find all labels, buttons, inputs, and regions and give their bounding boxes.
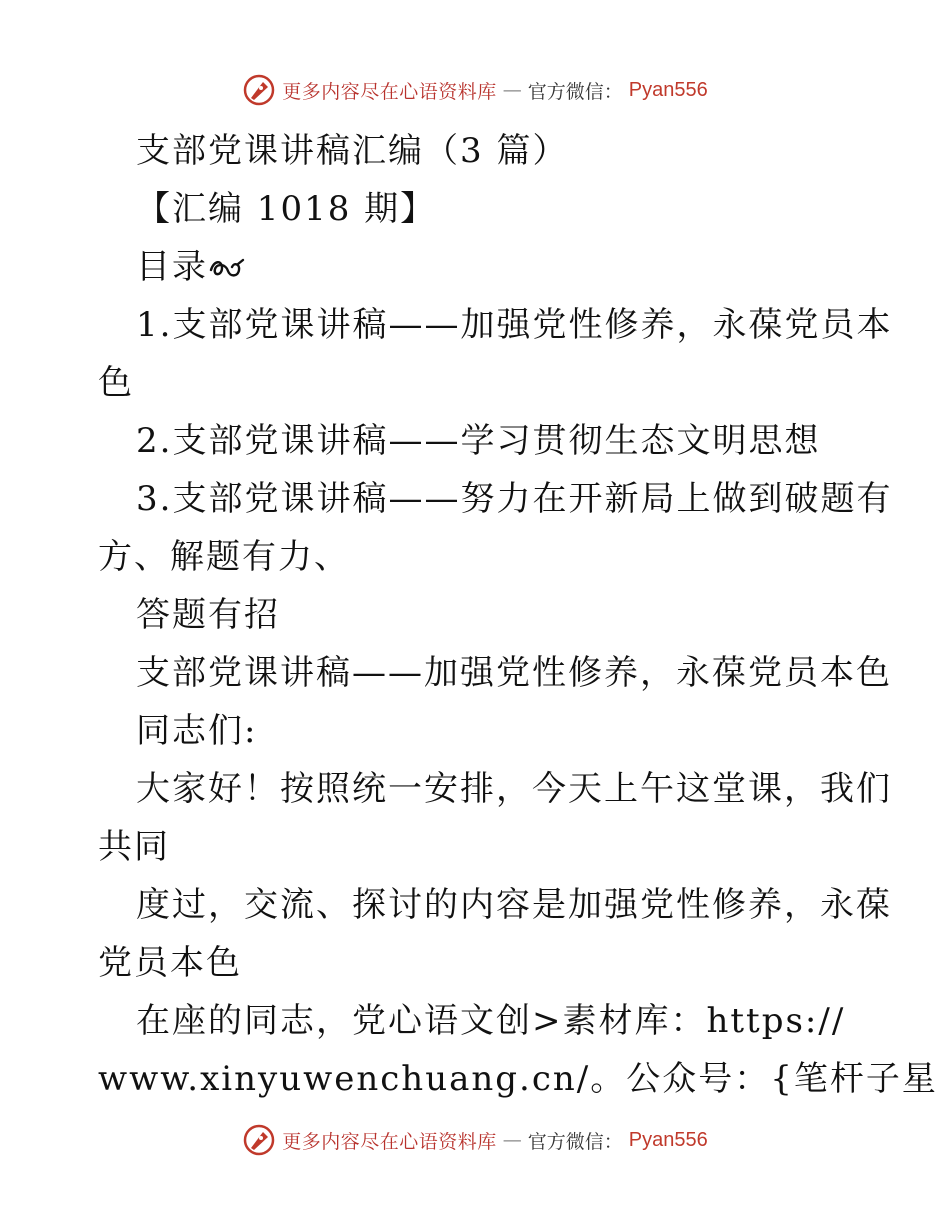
swirl-flourish-icon	[208, 256, 246, 280]
document-line-text: 共同	[98, 827, 170, 867]
document-line-text: 色	[98, 363, 134, 403]
footer-banner	[0, 1120, 950, 1160]
footer-wechat-label: 官方微信：	[527, 1130, 623, 1153]
document-line	[98, 760, 892, 818]
document-line	[98, 238, 858, 296]
document-line-text: 【汇编 1018 期】	[136, 189, 437, 229]
document-body	[98, 122, 938, 1108]
document-line	[98, 818, 858, 876]
document-line	[98, 122, 858, 180]
header-banner-separator: —	[502, 79, 522, 101]
document-line	[98, 934, 858, 992]
document-line	[98, 470, 893, 528]
header-banner-text: 更多内容尽在心语资料库	[282, 80, 497, 103]
document-line-text: 在座的同志，党心语文创>素材库：https://	[136, 1001, 846, 1041]
document-line-text: 3.支部党课讲稿——努力在开新局上做到破题有	[136, 479, 893, 519]
header-banner	[0, 70, 950, 110]
document-line	[98, 644, 892, 702]
document-line-text: www.xinyuwenchuang.cn/。公众号：{笔杆子星	[98, 1059, 938, 1099]
document-line	[98, 876, 892, 934]
footer-banner-text: 更多内容尽在心语资料库	[282, 1130, 497, 1153]
pen-nib-logo-icon	[242, 73, 276, 107]
pen-nib-logo-icon	[242, 1123, 276, 1157]
document-line	[98, 412, 858, 470]
document-line	[98, 992, 858, 1050]
document-line	[98, 528, 858, 586]
document-line-text: 支部党课讲稿——加强党性修养，永葆党员本色	[136, 653, 892, 693]
document-line-text: 答题有招	[136, 595, 280, 635]
document-line-text: 同志们:	[136, 711, 258, 751]
document-line-text: 目录	[136, 247, 208, 287]
document-line	[98, 586, 858, 644]
document-line-text: 方、解题有力、	[98, 537, 350, 577]
footer-wechat-id: Pyan556	[628, 1128, 708, 1151]
document-line-text: 2.支部党课讲稿——学习贯彻生态文明思想	[136, 421, 821, 461]
document-line	[98, 180, 858, 238]
header-wechat-label: 官方微信：	[527, 80, 623, 103]
document-line-text: 度过，交流、探讨的内容是加强党性修养，永葆	[136, 885, 892, 925]
header-wechat-id: Pyan556	[628, 78, 708, 101]
document-line-text: 大家好！按照统一安排，今天上午这堂课，我们	[136, 769, 892, 809]
footer-banner-separator: —	[502, 1129, 522, 1151]
document-line-text: 党员本色	[98, 943, 242, 983]
document-line	[98, 702, 858, 760]
document-line-text: 1.支部党课讲稿——加强党性修养，永葆党员本	[136, 305, 893, 345]
document-line	[98, 354, 858, 412]
document-line	[98, 296, 893, 354]
document-line	[98, 1050, 938, 1108]
document-line-text: 支部党课讲稿汇编（3 篇）	[136, 131, 569, 171]
